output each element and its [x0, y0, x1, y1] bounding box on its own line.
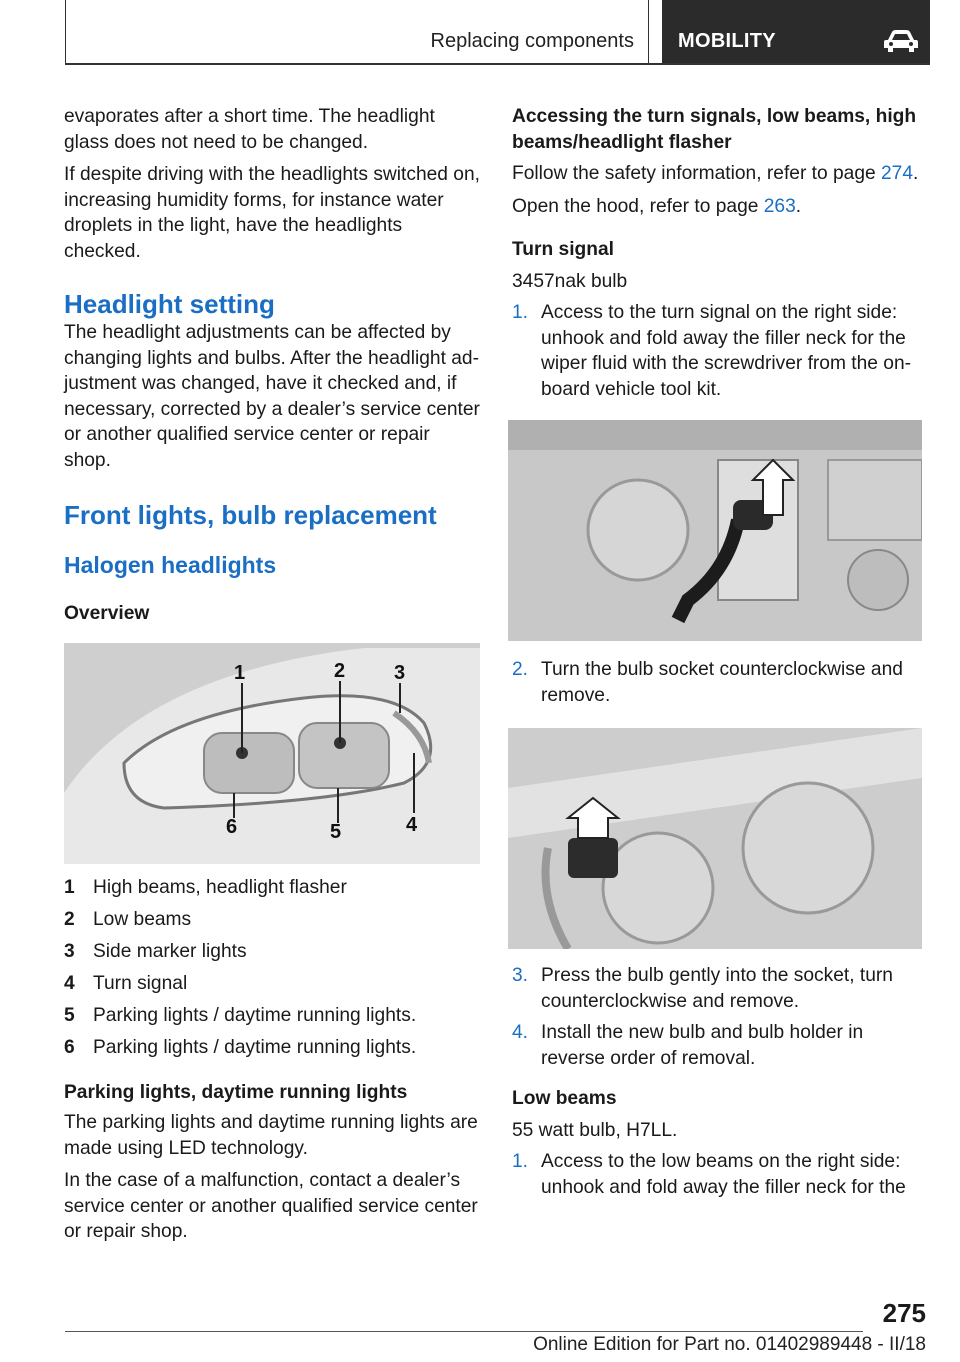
legend-item	[64, 1032, 482, 1064]
step-item	[512, 1149, 930, 1200]
legend-number: 6	[64, 1036, 75, 1058]
step-item	[512, 1020, 930, 1071]
paragraph: Follow the safety information, refer to page 274.	[512, 163, 919, 184]
subheading-low-beams: Low beams	[512, 1088, 617, 1109]
step-number: 1.	[512, 1151, 529, 1172]
legend-text: Parking lights / daytime running lights.	[93, 1004, 417, 1026]
page-header	[65, 0, 930, 64]
legend-item	[64, 968, 482, 1000]
headlight-housing-illustration	[508, 728, 922, 949]
engine-bay-figure-2	[508, 728, 922, 949]
legend-text: Parking lights / daytime running lights.	[93, 1036, 417, 1058]
step-item	[512, 300, 930, 402]
engine-bay-illustration	[508, 420, 922, 641]
paragraph: The parking lights and daytime running lights are made using LED technology.	[64, 1112, 478, 1159]
paragraph: evaporates after a short time. The headlight glass does not need to be changed.	[64, 106, 435, 153]
section-header	[65, 0, 649, 64]
legend-number: 2	[64, 908, 75, 930]
step-list	[512, 1149, 930, 1200]
step-text: Press the bulb gently into the socket, turn counterclockwise and remove.	[541, 965, 893, 1012]
legend-item	[64, 904, 482, 936]
legend-text: Turn signal	[93, 972, 188, 994]
step-number: 4.	[512, 1022, 529, 1043]
paragraph: Open the hood, refer to page 263.	[512, 195, 802, 217]
right-column	[512, 104, 930, 1200]
paragraph: 55 watt bulb, H7LL.	[512, 1119, 678, 1141]
legend-text: Low beams	[93, 908, 192, 930]
paragraph: If despite driving with the headlights switched on, increasing humidity forms, for instance water droplets in the light, have the headlights checked.	[64, 164, 480, 262]
callout-label: 2	[334, 659, 346, 682]
heading-halogen: Halogen headlights	[64, 552, 277, 578]
step-list	[512, 963, 930, 1071]
paragraph: The headlight adjustments can be affected by changing lights and bulbs. After the headlight ad‐justment was changed, have it checked and, if necessary, corrected by a dealer’s service center or another qualified service center or repair shop.	[64, 322, 480, 471]
step-list	[512, 657, 930, 708]
chapter-label: MOBILITY	[678, 30, 776, 52]
legend-number: 5	[64, 1004, 75, 1026]
callout-label: 5	[330, 820, 342, 843]
engine-bay-figure-1	[508, 420, 922, 641]
legend-item	[64, 1000, 482, 1032]
step-list	[512, 300, 930, 402]
legend-item	[64, 872, 482, 904]
page-number: 275	[882, 1298, 926, 1328]
step-number: 2.	[512, 659, 529, 680]
headlight-overview-figure	[64, 643, 480, 864]
legend-list	[64, 872, 482, 1064]
header-rule	[65, 63, 930, 65]
heading-headlight-setting: Headlight setting	[64, 289, 275, 319]
subheading-overview: Overview	[64, 603, 150, 624]
chapter-tab	[662, 0, 930, 64]
paragraph: In the case of a malfunction, contact a dealer’s service center or another qualified service center or repair shop.	[64, 1170, 478, 1242]
step-item	[512, 657, 930, 708]
legend-number: 1	[64, 876, 75, 898]
step-number: 1.	[512, 302, 529, 323]
subheading-turn-signal: Turn signal	[512, 239, 614, 260]
callout-label: 4	[406, 813, 418, 836]
legend-number: 4	[64, 972, 75, 994]
step-text: Install the new bulb and bulb holder in reverse order of removal.	[541, 1022, 864, 1069]
step-text: Access to the low beams on the right side: unhook and fold away the filler neck for the	[541, 1151, 906, 1198]
heading-front-lights: Front lights, bulb replacement	[64, 500, 437, 530]
text-span: Follow the safety information, refer to page	[512, 163, 882, 184]
callout-label: 3	[394, 661, 406, 684]
step-text: Access to the turn signal on the right side: unhook and fold away the filler neck for the wiper fluid with the screwdriver from the on‐board vehicle tool kit.	[541, 302, 912, 400]
left-column	[64, 104, 482, 1245]
page-link[interactable]: 274	[881, 163, 914, 184]
step-text: Turn the bulb socket counterclockwise and remove.	[541, 659, 903, 706]
page-link[interactable]: 263	[763, 195, 796, 217]
section-title: Replacing components	[430, 30, 634, 52]
legend-number: 3	[64, 940, 75, 962]
car-icon	[882, 28, 920, 54]
subheading-access: Accessing the turn signals, low beams, high beams/headlight flasher	[512, 106, 917, 153]
footer-rule	[65, 1331, 863, 1332]
legend-text: High beams, headlight flasher	[93, 876, 347, 898]
callout-label: 1	[234, 661, 246, 684]
text-span: Open the hood, refer to page	[512, 195, 764, 217]
paragraph: 3457nak bulb	[512, 270, 628, 292]
legend-text: Side marker lights	[93, 940, 247, 962]
step-item	[512, 963, 930, 1014]
subheading-parking-lights: Parking lights, daytime running lights	[64, 1081, 408, 1103]
legend-item	[64, 936, 482, 968]
callout-label: 6	[226, 815, 238, 838]
edition-footer: Online Edition for Part no. 01402989448 - II/18	[533, 1334, 926, 1355]
step-number: 3.	[512, 965, 529, 986]
headlight-illustration	[64, 643, 480, 864]
